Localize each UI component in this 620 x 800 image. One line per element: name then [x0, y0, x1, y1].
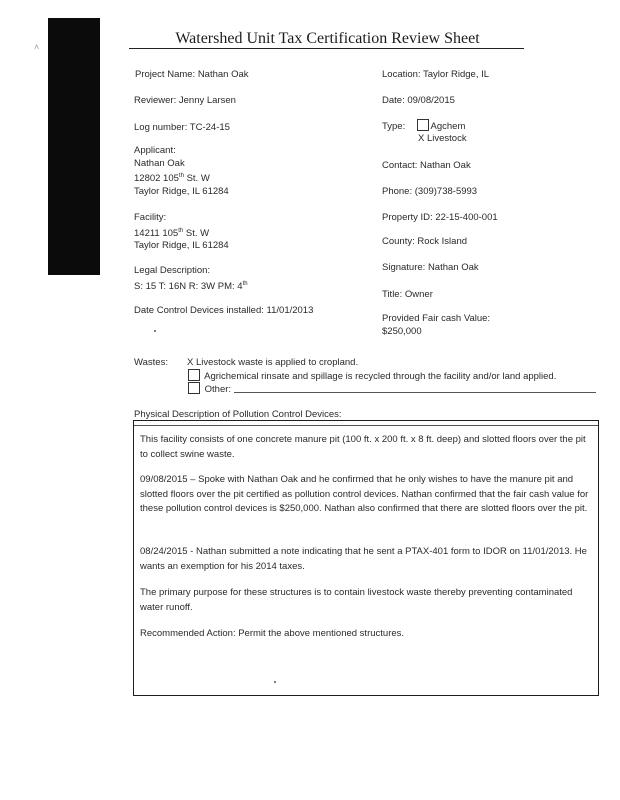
legal-value: S: 15 T: 16N R: 3W PM: 4th	[134, 280, 248, 292]
description-box	[133, 420, 599, 696]
page-title: Watershed Unit Tax Certification Review Sheet	[175, 30, 480, 47]
applicant-city: Taylor Ridge, IL 61284	[134, 185, 229, 197]
type-livestock: X Livestock	[418, 133, 467, 144]
scan-speck	[154, 330, 156, 332]
wastes-option-agrichemical: Agrichemical rinsate and spillage is recycled through the facility and/or land applied.	[188, 369, 556, 383]
phone: Phone: (309)738-5993	[382, 186, 478, 197]
wastes-option-other: Other:	[188, 382, 596, 396]
agrichemical-checkbox[interactable]	[188, 369, 200, 381]
date-installed: Date Control Devices installed: 11/01/2013	[134, 305, 314, 316]
agchem-checkbox[interactable]	[417, 119, 429, 131]
project-name: Project Name: Nathan Oak	[135, 69, 249, 80]
legal-label: Legal Description:	[134, 265, 211, 276]
fair-cash-value: $250,000	[382, 325, 422, 337]
date: Date: 09/08/2015	[382, 95, 455, 106]
applicant-block	[134, 145, 229, 198]
fair-cash-label: Provided Fair cash Value:	[382, 313, 491, 324]
facility-city: Taylor Ridge, IL 61284	[134, 240, 229, 252]
signature: Signature: Nathan Oak	[382, 262, 479, 273]
facility-street: 14211 105th St. W	[134, 227, 210, 239]
contact: Contact: Nathan Oak	[382, 160, 471, 171]
fair-cash-block	[382, 313, 490, 338]
redaction-bar	[48, 18, 100, 275]
county: County: Rock Island	[382, 236, 468, 247]
description-paragraph: 09/08/2015 – Spoke with Nathan Oak and he confirmed that he only wishes to have the manure pit and slotted floors over the pit certified as pollution control devices. Nathan confirmed that the fair cash value for these pollution control devices is $250,000. Nathan also confirmed that there are slotted floors over the pit.	[140, 474, 589, 514]
description-paragraph: 08/24/2015 - Nathan submitted a note indicating that he sent a PTAX-401 form to IDOR on 11/01/2013. He wants an exemption for his 2014 taxes.	[140, 546, 587, 572]
type-agchem: Agchem	[430, 121, 466, 132]
applicant-name: Nathan Oak	[134, 157, 185, 169]
log-number: Log number: TC-24-15	[134, 122, 230, 133]
title-field: Title: Owner	[382, 289, 433, 300]
description-box-inner-rule	[134, 425, 598, 426]
applicant-street: 12802 105th St. W	[134, 173, 210, 185]
location: Location: Taylor Ridge, IL	[382, 69, 490, 80]
recommended-action: Recommended Action: Permit the above mentioned structures.	[140, 628, 405, 639]
title-underline	[129, 48, 524, 49]
reviewer: Reviewer: Jenny Larsen	[134, 95, 236, 106]
description-paragraph: The primary purpose for these structures is to contain livestock waste thereby preventing contaminated water runoff.	[140, 587, 573, 613]
scan-speck	[274, 681, 276, 683]
other-blank-line	[234, 383, 596, 393]
facility-block	[134, 212, 229, 253]
legal-block	[134, 265, 248, 293]
property-id: Property ID: 22-15-400-001	[382, 212, 498, 223]
physical-description-label: Physical Description of Pollution Control Devices:	[134, 409, 342, 420]
type-label: Type:	[382, 121, 406, 132]
description-paragraph: This facility consists of one concrete manure pit (100 ft. x 200 ft. x 8 ft. deep) and slotted floors over the pit to collect swine waste.	[140, 434, 586, 460]
type-field	[382, 119, 465, 133]
applicant-label: Applicant:	[134, 145, 176, 156]
wastes-option-livestock: X Livestock waste is applied to cropland.	[187, 357, 359, 368]
scan-artifact: ˄	[34, 42, 40, 52]
facility-label: Facility:	[134, 212, 167, 223]
other-checkbox[interactable]	[188, 382, 200, 394]
wastes-label: Wastes:	[134, 357, 168, 368]
